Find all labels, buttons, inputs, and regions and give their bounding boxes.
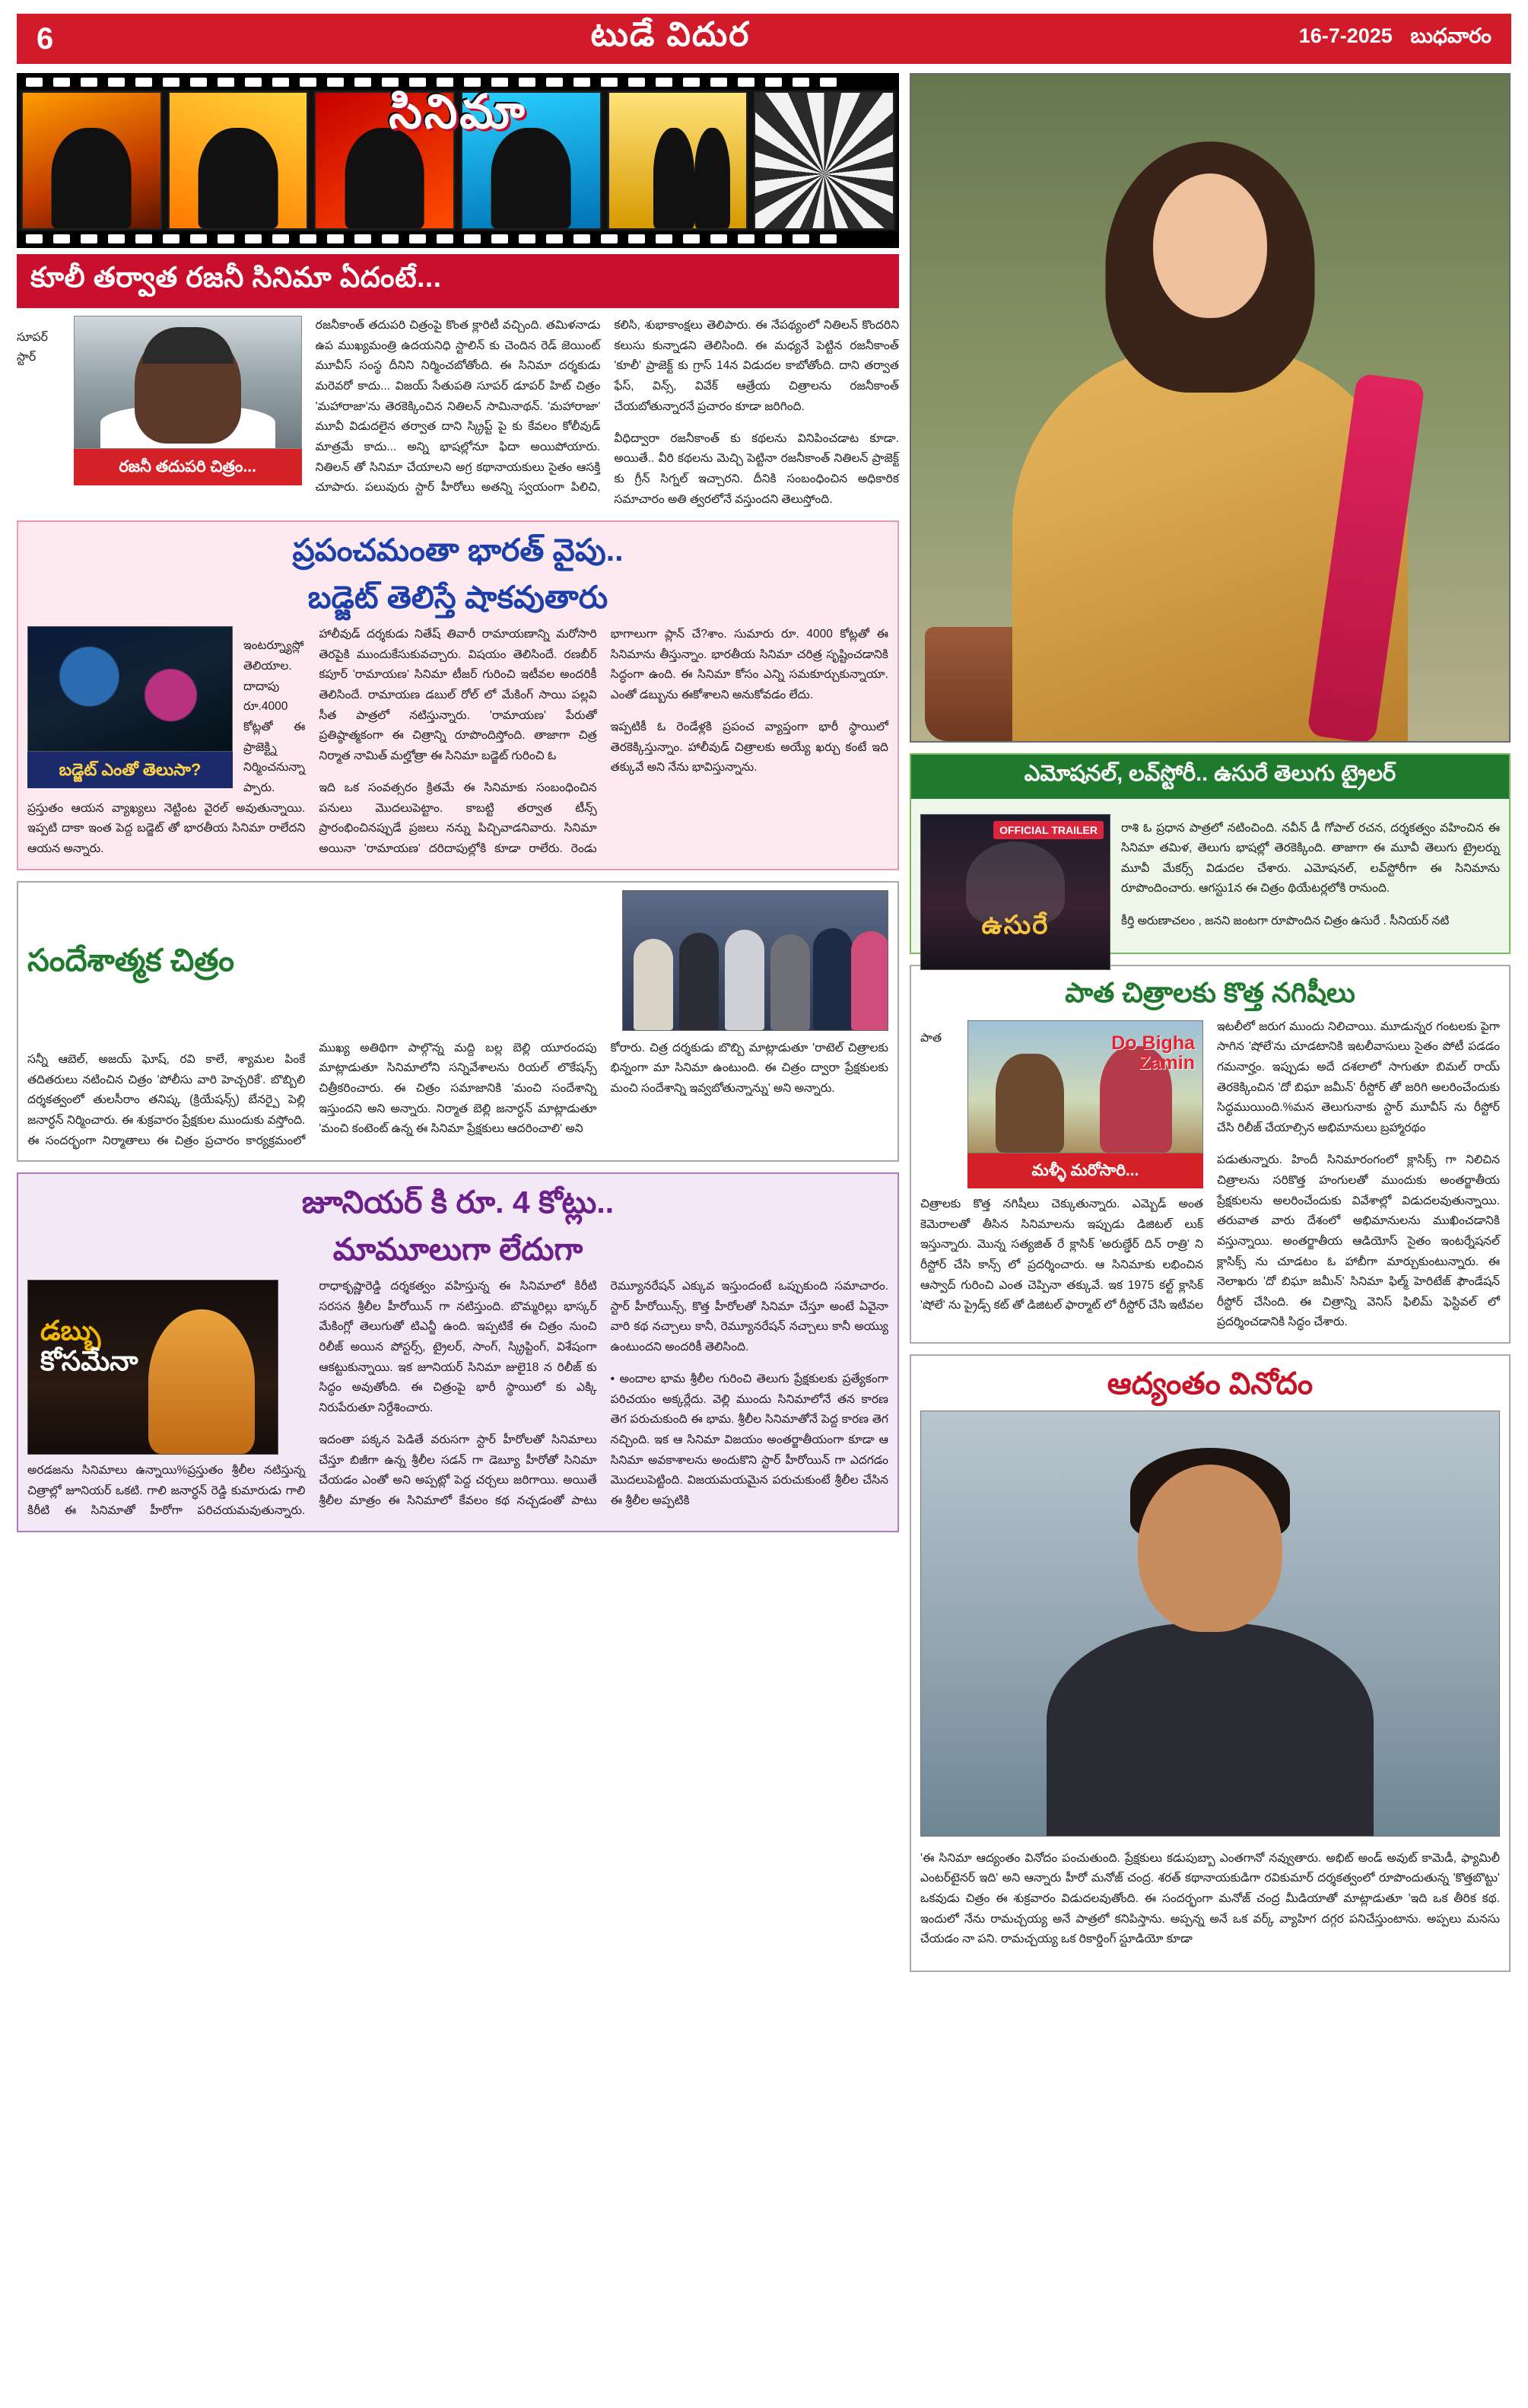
left-column [17, 73, 899, 1972]
budget-photo [27, 626, 233, 752]
silhouette-icon [653, 128, 694, 228]
date-block [1287, 24, 1491, 53]
message-film-title: సందేశాత్మక చిత్రం [27, 942, 235, 978]
silhouette-icon [694, 128, 730, 228]
lead-paragraph: వీధిద్వారా రజనీకాంత్ కు కథలను వినిపించడాట కూడా. అయితే.. వీరి కథలను మెచ్చి పెట్టినా రజనీకాంత్ నితిలన్ ప్రాజెక్ట్ కు గ్రీన్ సిగ్నల్ ఇచ్చారని. దీనికి సంబంధించిన అధికారిక సమాచారం అతి త్వరలోనే వస్తుందని తెలుస్తోంది. [614, 431, 899, 506]
dbz-logo-line2: Zamin [1139, 1052, 1195, 1074]
saree-shape [1012, 345, 1408, 741]
junior-columns [27, 1277, 888, 1522]
official-trailer-badge: OFFICIAL TRAILER [993, 821, 1104, 839]
poster-title: ఉసురే [981, 911, 1050, 940]
budget-paragraph: ఇంటర్న్యూస్లో తెలియాల. దాదాపు రూ.4000 కోట్లతో ఈ ప్రాజెక్ట్ని నిర్మించనున్నా ప్పారు. ప్రస్తుతం ఆయన వ్యాఖ్యలు నెట్టింట వైరల్ అవుతున్నాయి. ఇప్పటి దాకా ఇంత పెద్ద బడ్జెట్ తో భారతీయ సినిమా రాలేదని ఆయన అన్నారు. [27, 639, 306, 855]
film-perforation-bottom [18, 231, 897, 247]
lead-headline: కూలీ తర్వాత రజనీ సినిమా ఏదంటే... [17, 254, 899, 308]
masthead [17, 14, 1511, 64]
junior-paragraph: • అందాల భామ శ్రీలీల గురించి తెలుగు ప్రేక్షకులకు ప్రత్యేకంగా పరిచయం అక్కర్లేదు. వెల్లి ముందు సినిమాలోనే తన కారణ తెగ పరుచుకుంది ఈ భామ. శ్రీలీల సినిమాతోనే పెద్ద కారణ తెగ నచ్చింది. ఇక ఆ సినిమా విజయం అంతర్జాతీయంగా కూడా ఆ సినిమా అవకాశాలను అందుకొని స్టార్ హీరోయిన్ గా ఎదగడం మొదలుపెట్టింది. విజయమయమైన పరుచుకుంటే శ్రీలీల చేసిన ఈ శ్రీలీల అప్పటికి [610, 1373, 888, 1507]
section-title-cinema: సినిమా [389, 86, 527, 138]
lead-article [17, 316, 899, 510]
paper-title: టుడే విదుర [590, 15, 751, 53]
entertainment-text [920, 1849, 1500, 1950]
trailer-box [910, 753, 1511, 954]
weekday: బుధవారం [1410, 24, 1491, 47]
dabbu-caption-line1: డబ్బు [40, 1314, 101, 1346]
rajini-photo-figure [74, 316, 302, 485]
budget-photo-caption: బడ్జెట్ ఎంతో తెలుసా? [27, 752, 233, 788]
actress-hero-photo [910, 73, 1511, 743]
trailer-headline: ఎమోషనల్, లవ్‌స్టోరీ.. ఉసురే తెలుగు ట్రైలర్ [911, 755, 1509, 799]
budget-article-box [17, 520, 899, 870]
publication-date: 16-7-2025 [1298, 24, 1393, 47]
old-films-paragraph: పాత చిత్రాలకు కొత్త నగిషీలు చెక్కుతున్నారు. ఎమ్బెడ్ అంత కెమెరాలతో తీసిన సినిమాలను ఇప్పుడు డిజిటల్ లుక్ ఇస్తున్నారు. మొన్న సత్యజిత్ రే క్లాసిక్ 'అరుణ్ఢేర్ దిన్ రాత్రి' ని రీస్టోర్ చేసి కాన్స్ లో ప్రదర్శించారు. ఆ సినిమాకు లభించిన ఆస్వాద్ గురించి ఎంత చెప్పినా తక్కువే. ఇక 1975 కల్ట్ క్లాసిక్ 'షోలే' ను ప్రైడ్స్ కట్ తో డిజిటల్ ఫార్మాట్ లో రీస్టోర్ చేసి ఇటీవల ఇటలీలో జరుగ ముందు నిలిచాయి. మూడున్నర గంటలకు పైగా సాగిన 'షోలే'ను చూడటానికి ఇటలీవాసులు సైతం పోటీ పడడం గమనార్హం. ఇప్పుడు అదే దశలాలో సాగుతూ బిమల్ రాయ్ తెరకెక్కించిన 'దో బిఘా జమీన్' రీస్టోర్ తో జరిగి అలరించేందుకు సిద్ధముయింది.%మన తెలుగునాకు స్టార్ మూవీస్ ను రీస్టోర్ చేసి రిలీజ్ చేయాల్సిన అభిమానులు బ్రహ్మారథం [920, 1020, 1500, 1312]
entertainment-box [910, 1354, 1511, 1972]
old-films-columns [920, 1017, 1500, 1333]
actor-photo [920, 1411, 1500, 1837]
message-film-box [17, 881, 899, 1163]
budget-paragraph: ఇప్పటికీ ఓ రెండేళ్లకి ప్రపంచ వ్యాప్తంగా భారీ స్థాయిలో తెరకెక్కిస్తున్నాం. హాలీవుడ్ చిత్రాలకు అయ్యే ఖర్చు కంటే ఇది తక్కువే అని నేను భావిస్తున్నాను. [610, 720, 888, 775]
rajini-photo-caption: రజనీ తదుపరి చిత్రం... [74, 449, 302, 485]
budget-columns [27, 625, 888, 860]
dabbu-figure [27, 1280, 278, 1455]
page-number: 6 [37, 21, 55, 56]
rajini-photo [74, 316, 302, 449]
budget-paragraph: ఇది ఒక సంవత్సరం క్రితమే ఈ సినిమాకు సంబంధించిన పనులు మొదలుపెట్టాం. కాబట్టి తర్వాత టీన్స్ ప్రారంభించినప్పుడే ప్రజలు నన్ను పిచ్చివాడనివారు. సినిమా అయినా 'రామాయణ' దరిదాపుల్లోకి కూడా రాలేరు. రెండు భాగాలుగా ప్లాన్ చే?శాం. సుమారు రూ. 4000 కోట్లతో ఈ సినిమాను తీస్తున్నాం. భారతీయ సినిమా చరిత్ర సృష్టించడానికి సిద్ధంగా ఉంది. ఈ సినిమా కోసం ఎన్ని సమకూర్చుకున్నాయా. ఎంతో డబ్బును ఈకోశాలని అనుకోవడం లేదు. [319, 627, 888, 855]
silhouette-icon [199, 128, 278, 228]
budget-title-line1: ప్రపంచమంతా భారత్ వైపు.. [292, 533, 624, 568]
page-content [17, 73, 1511, 1972]
film-frame [21, 91, 162, 230]
press-meet-photo [622, 890, 888, 1031]
do-bigha-zamin-figure [967, 1020, 1203, 1188]
junior-title-line2: మామూలుగా లేదుగా [332, 1231, 583, 1267]
film-frame [754, 91, 894, 230]
budget-figure [27, 626, 233, 788]
entertainment-paragraph: 'ఈ సినిమా ఆద్యంతం వినోదం పంచుతుంది. ప్రేక్షకులు కడుపుబ్బా ఎంతగానో నవ్వుతారు. అభిట్ అండ్ అవుట్ కామెడీ, ఫ్యామిలీ ఎంటర్‌టైనర్ ఇది' అని ఆన్నారు హీరో మనోజ్ చంద్ర. శరత్ కథానాయకుడిగా రవికుమార్ దర్శకత్వంలో రూపొందుతున్న 'కొత్తబొట్టు' ఒకవుడు చిత్రం ఈ శుక్రవారం విడుదలవుతోంది. ఈ సందర్భంగా మనోజ్ చంద్ర మీడియాతో మాట్లాడుతూ 'ఇది ఒక తీరిక కథ. ఇందులో నేను రామచ్చయ్య అనే పాత్రలో కనిపిస్తాను. అప్పన్న అనే ఒక వర్క్ వ్యాహిగ దగ్గర పనిచేస్తుంటాను. అప్పలు మనసు చేయడం నా పని. రామచ్చయ్య ఒక రికార్డింగ్ స్టూడియో కూడా [920, 1851, 1500, 1946]
entertainment-headline: ఆద్యంతం వినోదం [1107, 1367, 1314, 1401]
old-films-paragraph: పడుతున్నారు. హిందీ సినిమారంగంలో క్లాసిక్స్ గా నిలిచిన చిత్రాలను సరికొత్త హంగులతో ముందుకు అంతర్జాతీయ ప్రేక్షకులను అలరించేందుకు వివేశాల్లో విడుదలవుతున్నాయి. తరువాత వారు దేశంలో అభిమానులను ముఖించడానికి వస్తున్నాయి. అంతర్జాతీయ ఆడియోస్ సైతం ఇంటర్నేషనల్ క్లాసిక్స్ ను చూడటం ఓ హాబీగా మార్చుకుంటున్నారు. ఈ నెలాఖరు 'దో బిఘా జమీన్' సినిమా ఫిల్మ్ హెరిటేజ్ ఫౌండేషన్ రీస్టోర్ చేసింది. ఈ చిత్రాన్ని వెనిస్ ఫిలిమ్ ఫెస్టివల్ లో ప్రదర్శించడానికి సిద్ధం చేశారు. [1217, 1153, 1500, 1329]
do-bigha-zamin-photo [967, 1020, 1203, 1153]
old-films-box [910, 965, 1511, 1344]
lead-paragraph: సూపర్ స్టార్ రజనీకాంత్ తదుపరి చిత్రంపై కొంత క్లారిటీ వచ్చింది. తమిళనాడు ఉప ముఖ్యమంత్రి ఉదయనిధి స్టాలిన్ కు చెందిన రెడ్ జెయింట్ మూవీస్ సంస్థ దీనిని నిర్మించబోతోంది. ఈ సినిమా దర్శకుడు మరెవరో కాదు... విజయ్ సేతుపతి సూపర్ డూపర్ హిట్ చిత్రం 'మహారాజా'ను తెరకెక్కించిన నితిలన్ సామినాథన్. 'మహారాజా' మూవీ విడుదలైన తర్వాత దాని స్క్రిప్ట్ పై కు కేవలం కోలీవుడ్ మాత్రమే కాదు... అన్ని భాషల్లోనూ ఫిదా అయిపోయారు. నితిలన్ తో సినిమా చేయాలని అగ్ర కథానాయకులు సైతం ఆసక్తి చూపారు. పలువురు స్టార్ హీరోలు అతన్ని స్వయంగా పిలిచి, కలిసి, శుభాకాంక్షలు తెలిపారు. ఈ నేపథ్యంలో నితిలన్ కొందరిని కలుసు కున్నాడని తెలిసింది. ఈ మధ్యనే పెట్టిన రజనీకాంత్ 'కూలీ' ప్రాజెక్ట్ కు గ్రాస్ 14న విడుదల కాబోతోంది. దాని తర్వాత ఫేస్, విన్స్, వివేక్ ఆత్రేయ చిత్రాలను రజనీకాంత్ చేయబోతున్నారనే ప్రచారం కూడా జరిగింది. [17, 319, 899, 495]
film-frame [608, 91, 748, 230]
junior-paragraph: ఇదంతా పక్కన పెడితే వరుసగా స్టార్ హీరోలతో సినిమాలు చేస్తూ బిజీగా ఉన్న శ్రీలీల సడన్ గా డెబ్యూ హీరోతో సినిమా చేయడం ఎంతో అని అప్పట్లో పెద్ద చర్చలు జరిగాయి. అయితే శ్రీలీల మాత్రం ఈ సినిమాలో కేవలం కథ నచ్చడంతో పాటు రెమ్యూనరేషన్ ఎక్కువ ఇస్తుందంటే ఒప్పుకుంది సమాచారం. స్టార్ హీరోయిన్స్, కొత్త హీరోలతో సినిమా చేస్తూ అంటే ఏవైనా వారి కథ నచ్చాలు కానీ, రెమ్యూనరేషన్ నచ్చాలు కానీ అయ్యు ఉంటుందని అందరికీ తెలిసింది. [319, 1279, 888, 1507]
junior-title-line1: జూనియర్ కి రూ. 4 కోట్లు.. [301, 1185, 615, 1220]
message-film-columns [27, 1039, 888, 1152]
film-frame [168, 91, 309, 230]
face-shape [1138, 1465, 1282, 1632]
dabbu-photo [27, 1280, 278, 1455]
old-films-headline: పాత చిత్రాలకు కొత్త నగిషీలు [1065, 976, 1355, 1008]
right-column [910, 73, 1511, 1972]
do-bigha-zamin-caption: మళ్ళీ మరోసారి... [967, 1153, 1203, 1188]
usure-poster [920, 814, 1110, 970]
message-film-paragraph: కోరారు. చిత్ర దర్శకుడు బొబ్బి మాట్లాడుతూ 'రాటెల్ చిత్రాలకు భిన్నంగా మా సినిమా ఉంటుంది. ఈ చిత్రం ద్వారా ప్రేక్షకులకు మంచి సందేశాన్ని ఇవ్వబోతున్నాన్ను' అని అన్నారు. [610, 1041, 888, 1095]
silhouette-icon [52, 128, 132, 228]
dabbu-caption-line2: కోసమేనా [40, 1344, 138, 1376]
budget-paragraph: హాలీవుడ్ దర్శకుడు నితేష్ తివారీ రామాయణాన్ని మరోసారి తెరపైకి ముందుకేసుకువచ్చారు. విషయం తెలిసిందే. రణబీర్ కపూర్ 'రామాయణ' సినిమా టీజర్ గురించి ఇటీవల అందరికీ తెలిసిందే. రామాయణ డబుల్ రోల్ లో మేకింగ్ సాయి పల్లవి సీత పాత్రలో నటిస్తున్నారు. 'రామాయణ' పేరుతో ప్రతిష్ఠాత్మకంగా ఈ చిత్రాన్ని రూపొందిస్తోంది. తాజాగా చిత్ర నిర్మాత నామిత్ మల్హోత్రా ఈ సినిమా బడ్జెట్ గురించి ఓ [319, 627, 597, 762]
message-film-paragraph: సన్నీ ఆబెల్, అజయ్ ఘోష్, రవి కాలే, శ్యామల పింకే తదితరులు నటించిన చిత్రం 'పోలీసు వారి హెచ్చరికే'. బొబ్బిలి దర్శకత్వంలో తులసీరాం తనిష్క (క్రియేషన్స్) బేనర్పై పెల్లి జనార్ధన్ నిర్మించారు. ఈ శుక్రవారం ప్రేక్షకుల ముందుకు వస్తోంది. ఈ సందర్భంగా నిర్మాతాలు ఈ చిత్రం ప్రచారం కార్యక్రమంలో ముఖ్య అతిథిగా పాల్గొన్న మద్ది బల్ల బెల్లి యూరందపు మాట్లాడుతూ సినిమాలోని సన్నివేశాలను రియల్ లొకేషన్స్ చిత్రీకరించారు. ఈ చిత్రం సమాజానికి 'మంచి సందేశాన్ని ఇస్తుందని అని అన్నారు. నిర్మాత బెల్లి జనార్ధన్ మాట్లాడుతూ 'మంచి కంటెంట్ ఉన్న ఈ సినిమా ప్రేక్షకులు ఆదరించాలి' అని [27, 1041, 597, 1147]
junior-paragraph: అరడజను సినిమాలు ఉన్నాయి%ప్రస్తుతం శ్రీలీల నటిస్తున్న చిత్రాల్లో జూనియర్ ఒకటి. గాలి జనార్ధన్ రెడ్డి కుమారుడు గాలి కిరీటి ఈ సినిమాతో హీరోగా పరిచయమవుతున్నారు. రాధాకృష్ణారెడ్డి దర్శకత్వం వహిస్తున్న ఈ సినిమాలో కిరీటి సరసన శ్రీలీల హీరోయిన్ గా నటిస్తుంది. బొమ్మరిల్లు భాస్కర్ మేకింగ్లో తెలుగుతో టిఎన్జీ ఉంది. ఇప్పటికే ఈ చిత్రం నుంచి రిలీజ్ అయిన పోస్టర్స్, ట్రైలర్, సాంగ్, స్క్రిప్టింగ్, విశేషంగా ఆకట్టుకున్నాయి. ఇక జూనియర్ సినిమా జులై18 న రిలీజ్ కు సిద్ధం అవుతోంది. ఈ చిత్రంపై భారీ స్థాయిలో కు ఎక్కి నిరుపేరుతూ నిర్దేశించారు. [27, 1279, 597, 1518]
lead-article-columns [17, 316, 899, 510]
cinema-banner [17, 73, 899, 248]
trailer-body [911, 799, 1509, 953]
budget-title-line2: బడ్జెట్ తెలిస్తే షాకవుతారు [307, 579, 608, 615]
trailer-paragraph: రాశి ఓ ప్రధాన పాత్రలో నటించింది. నవీన్ డీ గోపాల్ రచన, దర్శకత్వం వహించిన ఈ సినిమా తమిళ, తెలుగు భాషల్లో తెరకెక్కింది. తాజాగా ఈ మూవీ తెలుగు ట్రైలర్ను మూవీ మేకర్స్ విడుదల చేశారు. ఎమోషనల్, లవ్‌స్టోరీగా ఈ సినిమాను రూపొందించారు. ఆగస్టు1న ఈ చిత్రం థియేటర్లలోకి రానుంది. [1121, 821, 1500, 895]
junior-article-box [17, 1172, 899, 1532]
face-shape [1153, 173, 1267, 318]
dbz-logo-line1: Do Bigha [1111, 1032, 1195, 1054]
trailer-paragraph: కీర్తి అరుణాచలం , జనని జంటగా రూపొందిన చిత్రం ఉసురే . సీనియర్ నటి [1121, 914, 1450, 927]
